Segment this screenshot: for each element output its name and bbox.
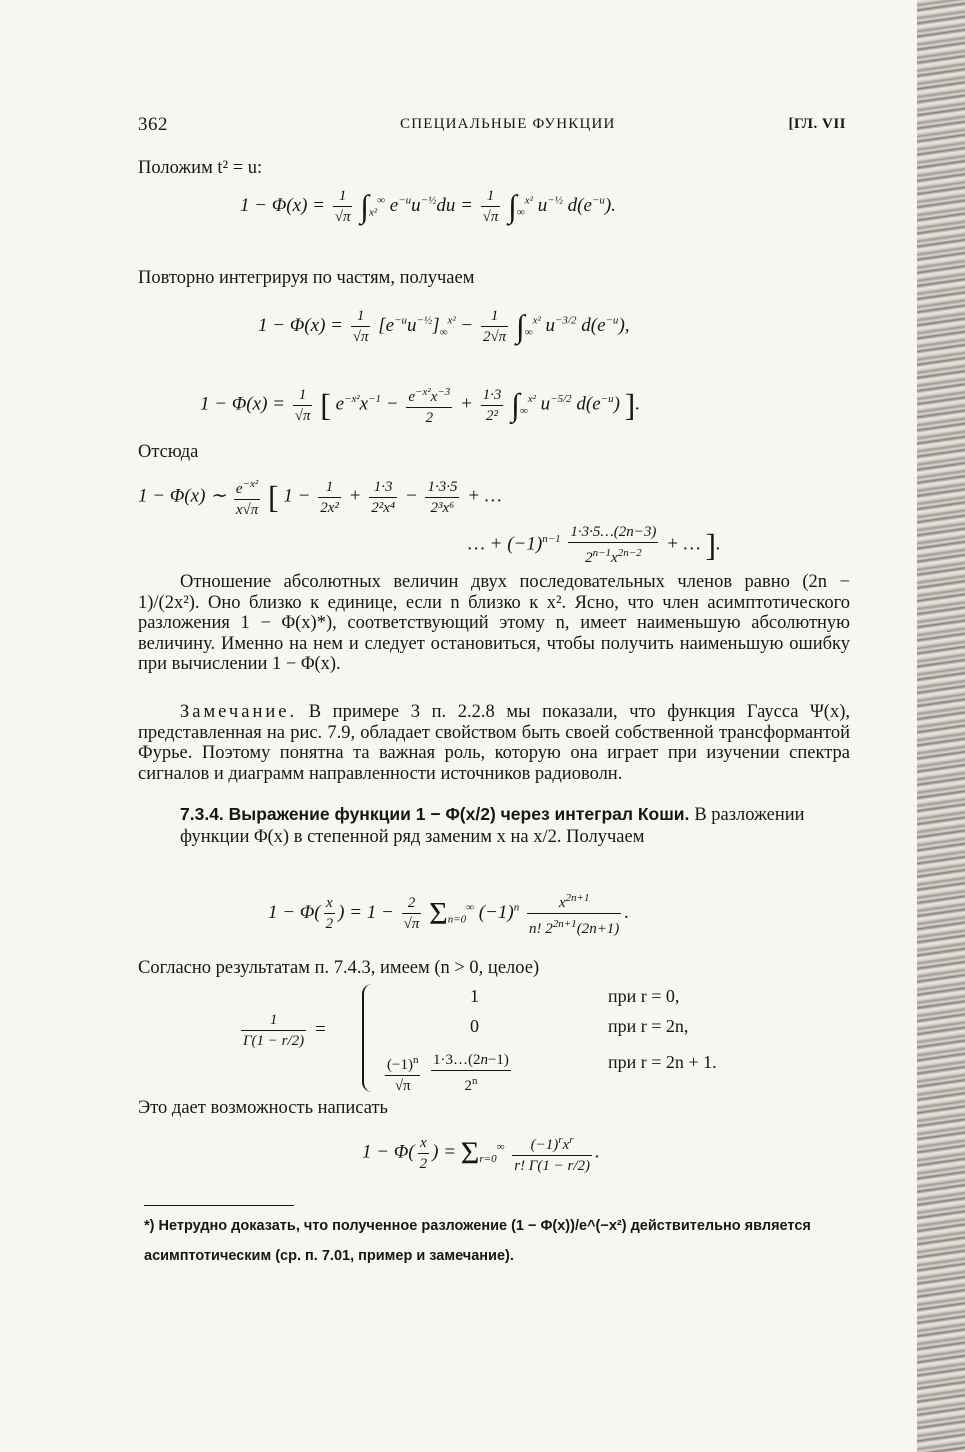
formula-1: 1 − Φ(x) = $\frac{1}{√\pi}$ $\int_{x^2}^\infty$ $e^{-u}u^{-\frac{1}{2}}du$ = $\frac{1}{√\pi}$ $\int_\infty^{x^2}$ $u^{-\frac{1}{2}}$ $d(e^{-u})$. — [240, 188, 616, 225]
formula-6-lhs: $\frac{1}{\Gamma(1 - r/2)}$ = — [243, 1012, 327, 1049]
remark-paragraph — [138, 702, 850, 784]
footnote-rule — [144, 1205, 294, 1206]
formula-2: 1 − Φ(x) = $\frac{1}{√\pi}$ $[e^{-u}u^{-\frac{1}{2}}]_\infty^{x^2}$ − $\frac{1}{2√\pi}$ $\int_\infty^{x^2}$ $u^{-3/2}$ $d(e^{-u})$, — [258, 308, 630, 345]
hence-line: Отсюда — [138, 442, 199, 462]
formula-3: 1 − Φ(x) = $\frac{1}{√\pi}$ [ $e^{-x^2}x^{-1}$ − $\frac{e^{-x^2}x^{-3}}{2}$ + $\frac{1\cdot 3}{\text{2²}}$ $\int_\infty^{x^2}$ $u^{-5/2}$ $d(e^{-u})$ ]. — [200, 382, 640, 428]
formula-5: 1 − Φ( $\frac{x}{2}$ ) = 1 − $\frac{2}{√\pi}$ $\Sigma_{n=0}^\infty$ $(-1)^n$ $\frac{x^{2n+1}}{n! 2^{2n+1}(2n+1)}$ . — [268, 888, 629, 939]
case-2-value: 0 — [470, 1016, 479, 1036]
footnote: *) Нетрудно доказать, что полученное разложение (1 − Φ(x))/e^(−x²) действительно является асимптотическим (ср. п. 7.01, пример и замечание). — [144, 1218, 811, 1264]
accord-line: Согласно результатам п. 7.4.3, имеем (n > 0, целое) — [138, 958, 540, 978]
remark-text: В примере 3 п. 2.2.8 мы показали, что функция Гаусса Ψ(x), представленная на рис. 7.9, обладает свойством быть своей собственной трансформантой Фурье. Поэтому понятна та важная роль, которую она играет при изучении спектра сигналов и диаграмм направленности источников радиоволн. — [138, 702, 850, 784]
case-2-condition: при r = 2n, — [608, 1016, 689, 1036]
page-header — [138, 114, 846, 138]
repeat-line: Повторно интегрируя по частям, получаем — [138, 268, 475, 288]
case-1-value: 1 — [470, 986, 479, 1006]
chapter-label: [ГЛ. VII — [788, 116, 846, 132]
enables-line: Это дает возможность написать — [138, 1098, 388, 1118]
section-heading — [180, 804, 852, 848]
section-title: 7.3.4. Выражение функции 1 − Φ(x/2) через интеграл Коши. — [180, 804, 690, 824]
cases-brace — [362, 984, 378, 1092]
paragraph-1: Отношение абсолютных величин двух последовательных членов равно (2n − 1)/(2x²). Оно близко к единице, если n близко к x². Ясно, что член асимптотического разложения 1 − Φ(x)*), соответствующий этому n, имеет наименьшую абсолютную величину. Именно на нем и следует остановиться, чтобы получить наименьшую ошибку при вычислении 1 − Φ(x). — [138, 572, 850, 674]
case-1-condition: при r = 0, — [608, 986, 680, 1006]
formula-4b: … + $(-1)^{n-1}$ $\frac{1\cdot 3\cdot 5\dots(2n-3)}{2^{n-1}x^{2n-2}}$ + … ]. — [468, 524, 721, 566]
formula-4a: 1 − Φ(x) ∼ $\frac{e^{-x^2}}{x√\pi}$ [ 1 − $\frac{1}{\text{2x²}}$ + $\frac{1\cdot 3}{\text{2²x⁴}}$ − $\frac{1\cdot 3\cdot 5}{\text{2³x⁶}}$ + … — [138, 474, 502, 520]
running-title: СПЕЦИАЛЬНЫЕ ФУНКЦИИ — [400, 116, 616, 132]
section-rest: В разложении функции Φ(x) в степенной ряд заменим x на x/2. Получаем — [180, 805, 805, 847]
remark-word: Замечание. — [180, 702, 298, 722]
case-3-condition: при r = 2n + 1. — [608, 1052, 717, 1072]
intro-line: Положим t² = u: — [138, 158, 263, 178]
case-3-value: $\frac{(-1)^n}{√\pi}$ $\frac{1\cdot 3\dots(2n-1)}{2^n}$ — [387, 1052, 509, 1094]
page-number: 362 — [138, 114, 168, 135]
scanned-page-edge — [917, 0, 965, 1452]
formula-7: 1 − Φ( $\frac{x}{2}$ ) = $\Sigma_{r=0}^\infty$ $\frac{(-1)^rx^r}{r! \Gamma(1 - r/2)}$ . — [362, 1130, 600, 1176]
